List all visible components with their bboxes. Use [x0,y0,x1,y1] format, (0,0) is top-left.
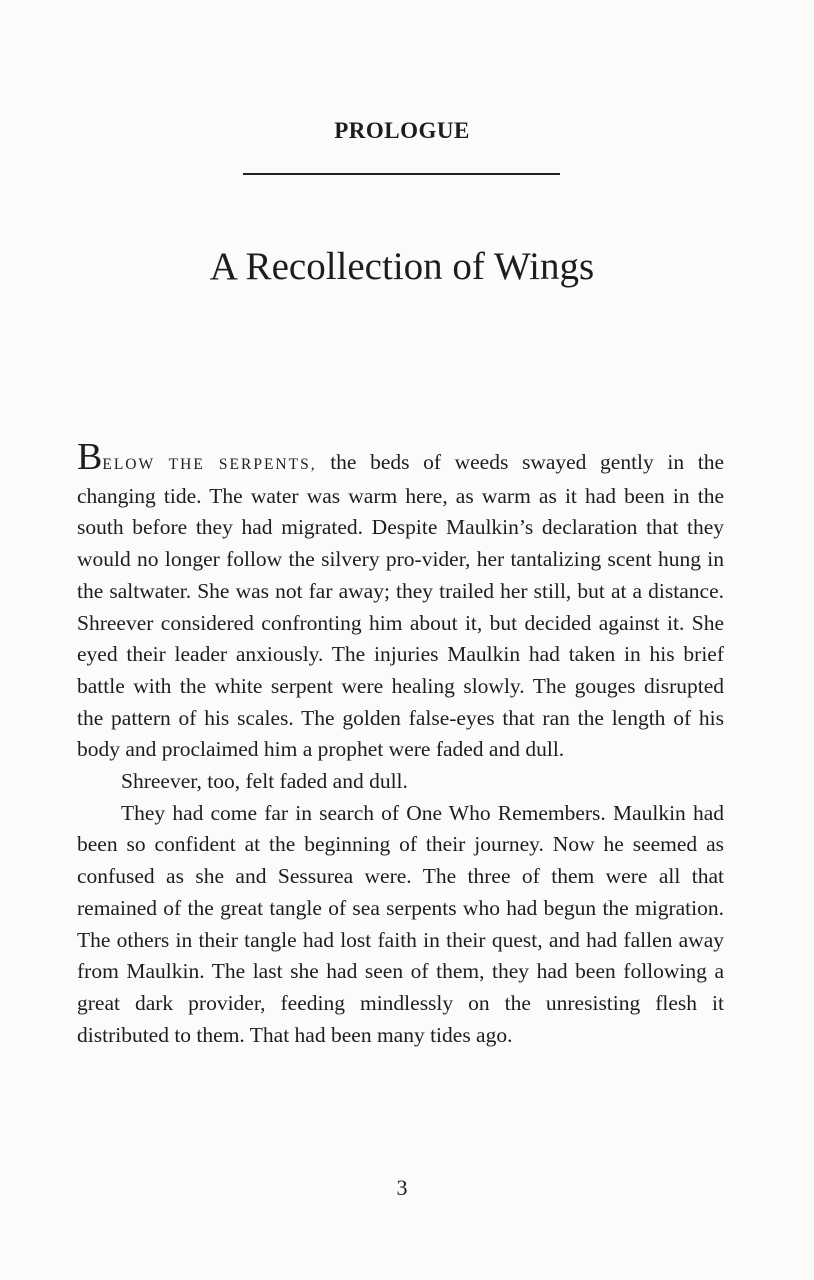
chapter-title: A Recollection of Wings [209,245,595,289]
page-number: 3 [396,1175,408,1200]
paragraph-2: Shreever, too, felt faded and dull. [121,769,408,794]
drop-cap: B [77,436,103,478]
section-label: PROLOGUE [334,118,470,143]
paragraph-1-text: the beds of weeds swayed gently in the changing tide. The water was warm here, as warm as it had been in the south before they had migrated. Despite Maulkin’s declaration that they would no longer follow the silvery pro‑vider, her tantalizing scent hung in the saltwater. She was not far away; they trailed her still, but at a distance. Shreever considered confronting him about it, but decided against it. She eyed their leader anxiously. The injuries Maulkin had taken in his brief battle with the white serpent were healing slowly. The gouges disrupted the pattern of his scales. The golden false‑eyes that ran the length of his body and proclaimed him a prophet were faded and dull. [77,450,724,762]
title-rule [243,173,560,175]
paragraph-1 [77,436,724,766]
body-text [77,436,724,1051]
opening-small-caps: ELOW THE SERPENTS, [102,456,317,473]
paragraph-3: They had come far in search of One Who Remembers. Maulkin had been so confident at the beginning of their journey. Now he seemed as confused as she and Sessurea were. The three of them were all that remained of the great tangle of sea serpents who had begun the migration. The others in their tangle had lost faith in their quest, and had fallen away from Maulkin. The last she had seen of them, they had been following a great dark provider, feeding mindlessly on the unresisting flesh it distributed to them. That had been many tides ago. [77,800,724,1047]
